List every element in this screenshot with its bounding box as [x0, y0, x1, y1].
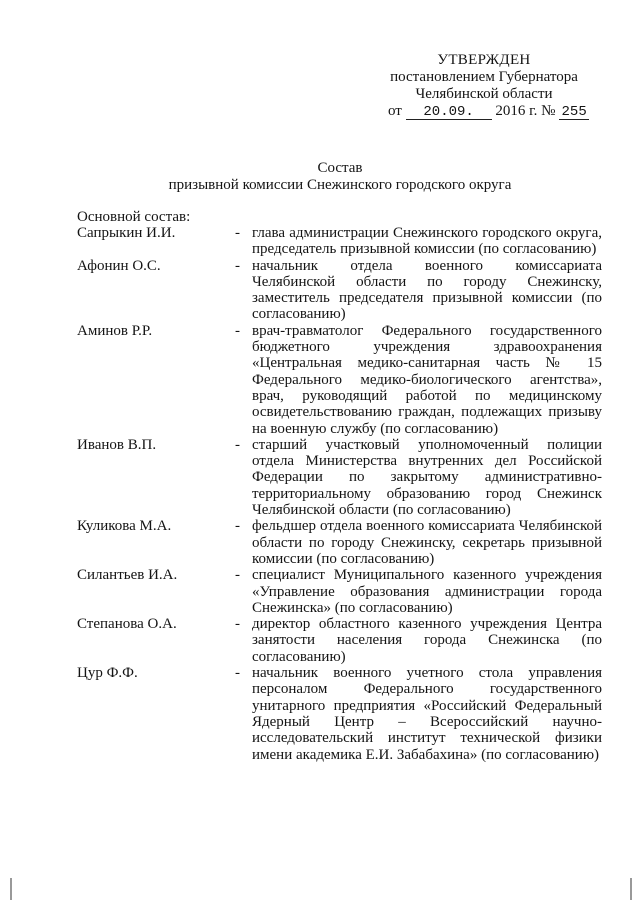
member-dash: -	[235, 257, 240, 274]
member-dash: -	[235, 665, 240, 682]
member-name: Иванов В.П.	[77, 436, 157, 453]
approval-line-1: постановлением Губернатора	[390, 69, 578, 85]
member-name: Силантьев И.А.	[77, 567, 178, 584]
member-dash: -	[235, 518, 240, 535]
member-dash: -	[235, 322, 240, 339]
binder-mark	[630, 878, 632, 900]
heading-subtitle: призывной комиссии Снежинского городского округа	[168, 177, 512, 193]
member-name: Цур Ф.Ф.	[77, 665, 138, 682]
date-prefix: от	[388, 103, 402, 119]
member-name: Афонин О.С.	[77, 257, 161, 274]
member-description: глава администрации Снежинского городского округа, председатель призывной комиссии (по согласованию)	[252, 225, 602, 258]
member-row	[77, 437, 602, 518]
member-description: врач-травматолог Федерального государственного бюджетного учреждения здравоохранения «Центральная медико-санитарная часть № 15 Федерального медико-биологического агентства», врач, руководящий работой по медицинскому освидетельствованию граждан, подлежащих призыву на военную службу (по согласованию)	[252, 322, 602, 437]
approval-line-2: Челябинской области	[415, 86, 553, 102]
number-field: 255	[559, 105, 589, 120]
document-heading	[100, 160, 580, 194]
approval-date-line	[388, 103, 587, 120]
member-description: специалист Муниципального казенного учреждения «Управление образования администрации города Снежинска» (по согласованию)	[252, 567, 602, 616]
member-row	[77, 518, 602, 567]
binder-mark	[10, 878, 12, 900]
year-text: 2016 г. №	[495, 103, 556, 119]
section-label: Основной состав:	[77, 209, 191, 225]
heading-title: Состав	[317, 160, 363, 176]
member-name: Степанова О.А.	[77, 616, 177, 633]
member-description: начальник военного учетного стола управления персоналом Федерального государственного унитарного предприятия «Российский Федеральный Ядерный Центр – Всероссийский научно-исследовательский институт технической физики имени академика Е.И. Забабахина» (по согласованию)	[252, 665, 602, 763]
member-description: фельдшер отдела военного комиссариата Челябинской области по городу Снежинску, секретарь призывной комиссии (по согласованию)	[252, 518, 602, 567]
member-dash: -	[235, 436, 240, 453]
member-description: старший участковый уполномоченный полиции отдела Министерства внутренних дел Российской Федерации по закрытому административно-территориальному образованию город Снежинск Челябинской области (по согласованию)	[252, 436, 602, 519]
member-row	[77, 258, 602, 323]
members-list	[77, 225, 602, 763]
member-dash: -	[235, 616, 240, 633]
member-row	[77, 225, 602, 258]
approval-block	[384, 52, 587, 120]
member-name: Куликова М.А.	[77, 518, 172, 535]
approval-title: УТВЕРЖДЕН	[437, 52, 531, 68]
member-row	[77, 323, 602, 437]
member-row	[77, 567, 602, 616]
member-row	[77, 616, 602, 665]
date-field: 20.09.	[406, 105, 492, 120]
member-row	[77, 665, 602, 763]
member-dash: -	[235, 567, 240, 584]
member-name: Аминов Р.Р.	[77, 322, 153, 339]
member-dash: -	[235, 225, 240, 241]
member-description: начальник отдела военного комиссариата Челябинской области по городу Снежинску, заместитель председателя призывной комиссии (по согласованию)	[252, 257, 602, 323]
member-name: Сапрыкин И.И.	[77, 225, 176, 241]
member-description: директор областного казенного учреждения Центра занятости населения города Снежинска (по согласованию)	[252, 616, 602, 665]
